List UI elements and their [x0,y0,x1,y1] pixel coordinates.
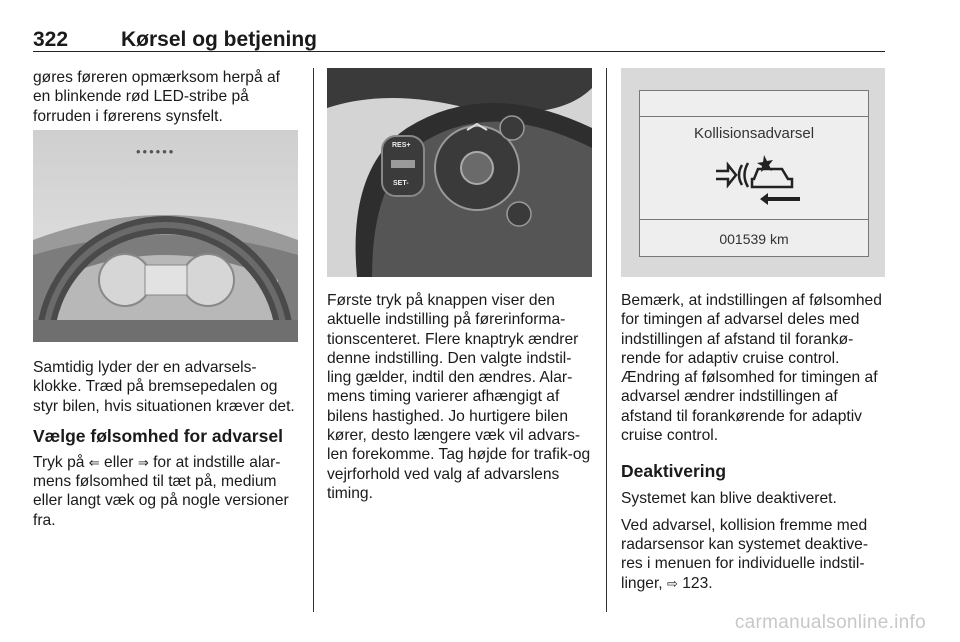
page-reference-link[interactable]: 123. [682,574,713,592]
deactivation-paragraph: Systemet kan blive deaktiveret. [621,490,837,508]
column-3-body [621,291,889,593]
steering-wheel-illustration [327,68,592,277]
set-minus-button-label: SET- [393,180,409,187]
settings-menu-paragraph [621,516,889,593]
page-header [33,28,885,50]
sensitivity-paragraph [33,453,301,530]
odometer-readout: 001539 km [719,231,789,247]
column-divider-2 [606,68,607,612]
sensitivity-heading: Vælge følsomhed for advarsel [33,425,283,446]
shared-setting-paragraph: Bemærk, at indstillingen af følsomhed for timingen af advarsel deles med indstillingen af afstand til forankø-rende for adaptiv cruise control. Ændring af følsomhed for timingen af advarsel ændrer indstillingen af afstand til forankørende for adaptiv cruise control. [621,292,882,445]
following-distance-far-icon: ⇒ [137,454,149,470]
res-plus-button-label: RES+ [392,142,411,149]
windshield-led-figure [33,130,298,342]
following-distance-near-icon: ⇐ [88,454,100,470]
driver-info-display [639,90,869,257]
display-bottom-rule [640,219,868,220]
sensitivity-text-c: for at indstille alar-mens følsomhed til tæt på, medium eller langt væk og på nogle versioner fra. [33,453,289,529]
led-strip-dots: •••••• [136,144,176,159]
dashboard-illustration [33,130,298,342]
page-number: 322 [33,28,69,51]
sensitivity-text-a: Tryk på [33,453,85,471]
watermark: carmanualsonline.info [734,612,926,633]
button-press-paragraph: Første tryk på knappen viser den aktuelle indstilling på førerinforma-tionscenteret. Flere knaptryk ændrer denne indstilling. Den valgte indstil-ling gælder, indtil den ændres. Alar-mens timing varierer afhængigt af bilens hastighed. Jo hurtigere bilen kører, desto længere væk vil advars-len forekomme. Tag højde for trafik-og vejrforhold ved valg af advarslens timing. [327,292,591,502]
page-reference-icon: ⇨ [666,575,678,591]
deactivation-heading: Deaktivering [621,461,727,482]
display-title: Kollisionsadvarsel [693,125,815,142]
collision-display-figure [621,68,885,277]
header-rule [33,51,885,52]
warning-chime-paragraph: Samtidig lyder der en advarsels-klokke. Træd på bremsepedalen og styr bilen, hvis situationen kræver det. [33,359,295,415]
column-1-intro [33,68,301,126]
settings-menu-text: Ved advarsel, kollision fremme med radarsensor kan systemet deaktive-res i menuen for individuelle indstil-linger, [621,516,869,592]
chapter-title: Kørsel og betjening [121,28,318,51]
display-top-rule [640,116,868,117]
collision-warning-icon [712,153,802,205]
steering-wheel-controls-figure [327,68,592,277]
column-2-body [327,291,593,503]
column-1-body [33,358,301,530]
intro-paragraph: gøres føreren opmærksom herpå af en blinkende rød LED-stribe på forruden i førerens synsfelt. [33,69,280,125]
sensitivity-text-b: eller [104,453,134,471]
column-divider-1 [313,68,314,612]
